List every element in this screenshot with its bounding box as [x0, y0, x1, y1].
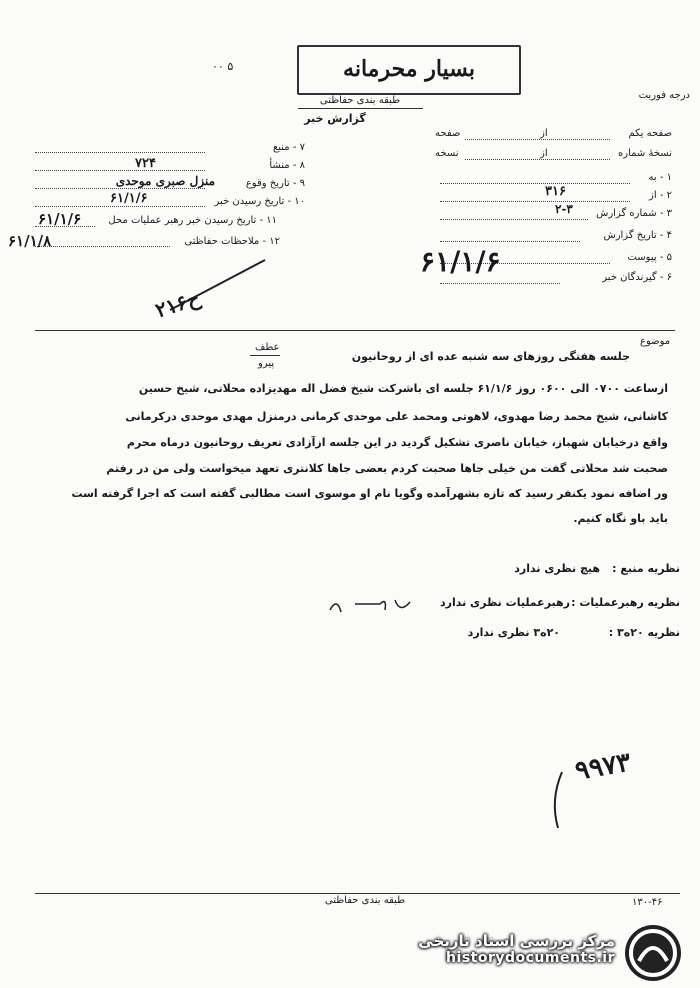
field-dots: [35, 152, 205, 153]
field-label: ۱۲ - ملاحظات حفاظتی: [184, 236, 280, 247]
opinion-label: نظریه ۲۰ه۳ :: [608, 626, 680, 639]
margin-number: ۹۹۷۳: [572, 747, 634, 787]
field-label: ۴ - تاریخ گزارش: [603, 230, 672, 241]
field-label: ۱ - به: [648, 172, 672, 183]
field-label: نسخهٔ شماره: [618, 148, 672, 159]
field-dots: [440, 201, 630, 202]
body-line: ازساعت ۰۷۰۰ الی ۰۶۰۰ روز ۶۱/۱/۶ جلسه ای باشرکت شیخ فضل اله مهدیزاده محلاتی، شیخ حسین: [138, 382, 668, 395]
body-line: کاشانی، شیخ محمد رضا مهدوی، لاهوتی ومحمد علی موحدی کرمانی درمنزل مهدی موحدی درکرمانی: [125, 410, 668, 423]
field-label: ۱۰ - تاریخ رسیدن خبر: [214, 196, 305, 207]
subject: جلسه هفتگی روزهای سه شنبه عده ای از روحانیون: [351, 350, 630, 363]
field-dots: [440, 241, 580, 242]
subject-label: موضوع: [640, 336, 671, 347]
classification-stamp: بسیار محرمانه: [297, 45, 521, 95]
classification-top: طبقه بندی حفاظتی: [319, 95, 401, 106]
opinion-value: رهبرعملیات نظری ندارد: [439, 596, 570, 609]
field-dots: [440, 219, 588, 220]
field-label: صفحه یکم: [628, 128, 672, 139]
field-label: ۸ - منشأ: [269, 160, 305, 171]
body-line: صحبت شد محلاتی گفت من خیلی جاها صحبت کردم بعضی جاها کلانتری تعهد میخواست ولی من در رفتم: [106, 462, 668, 475]
footer-rule: [35, 893, 680, 894]
handwritten-number: ۶۱/۱/۶: [420, 245, 501, 278]
body-line: ور اضافه نمود یکنفر رسید که تازه بشهرآمده وگویا نام او موسوی است مطالبی گفته است که اجرا گرفته است: [71, 487, 668, 500]
field-value: ۳۱۶: [545, 184, 566, 199]
form-code: ۱۳۰-۴۶: [632, 897, 663, 908]
field-value: ۲-۳: [555, 202, 573, 216]
field-dots: [440, 183, 630, 184]
priority-label: درجه فوریت: [638, 90, 690, 101]
field-value: ۶۱/۱/۸: [8, 232, 52, 250]
field-dots: [465, 159, 610, 160]
field-label: ۲ - از: [649, 190, 672, 201]
watermark: [415, 932, 615, 966]
classification-bottom: طبقه بندی حفاظتی: [324, 895, 406, 906]
field-label: ۷ - منبع: [272, 142, 305, 153]
field-label: ۱۱ - تاریخ رسیدن خبر رهبر عملیات محل: [108, 215, 277, 226]
page-label: صفحه: [435, 128, 461, 139]
ref-rule: [250, 355, 280, 356]
field-dots: [35, 246, 170, 247]
top-mark: ۰۰ ۵: [212, 60, 234, 73]
archive-logo-icon: [625, 925, 681, 981]
watermark-line1: مرکز بررسی اسناد تاریخی: [418, 932, 615, 950]
field-dots: [465, 139, 610, 140]
opinion-label: نظریه رهبرعملیات :: [571, 596, 680, 609]
code-mark: ۲۱ح۶: [152, 285, 203, 323]
report-title: گزارش خبر: [304, 112, 366, 125]
opinion-label: نظریه منبع :: [612, 562, 680, 575]
signature: [325, 592, 415, 622]
field-value: ۷۲۴: [135, 156, 156, 171]
field-label: ۹ - تاریخ وقوع: [245, 178, 305, 189]
watermark-url: historydocuments.ir: [446, 950, 615, 966]
field-dots: [35, 170, 205, 171]
field-label: ۵ - پیوست: [627, 252, 672, 263]
field-label: ۳ - شماره گزارش: [596, 208, 672, 219]
copy-label: نسخه: [435, 148, 459, 159]
classification-top-rule: [298, 108, 423, 109]
field-value: از: [540, 148, 548, 159]
field-value: ۶۱/۱/۶: [38, 210, 82, 228]
body-line: واقع درخیابان شهباز، خیابان ناصری تشکیل گردید در این جلسه ازآزادی تعریف روحانیون درماه محرم: [126, 436, 668, 449]
field-dots: [35, 206, 205, 207]
field-label: ۶ - گیرندگان خبر: [602, 272, 672, 283]
field-dots: [35, 188, 205, 189]
field-value: منزل صبری موحدی: [115, 174, 215, 188]
opinion-value: هیچ نظری ندارد: [514, 562, 600, 575]
field-value: از: [540, 128, 548, 139]
field-value: ۶۱/۱/۶: [110, 191, 148, 206]
body-line: باید باو نگاه کنیم.: [573, 512, 668, 525]
ref-atf: عطف: [255, 342, 280, 353]
margin-stroke: [548, 770, 568, 830]
subject-rule: [35, 330, 675, 331]
opinion-value: ۲۰ه۳ نظری ندارد: [467, 626, 560, 639]
ref-piro: پیرو: [258, 358, 275, 369]
field-dots: [440, 283, 560, 284]
